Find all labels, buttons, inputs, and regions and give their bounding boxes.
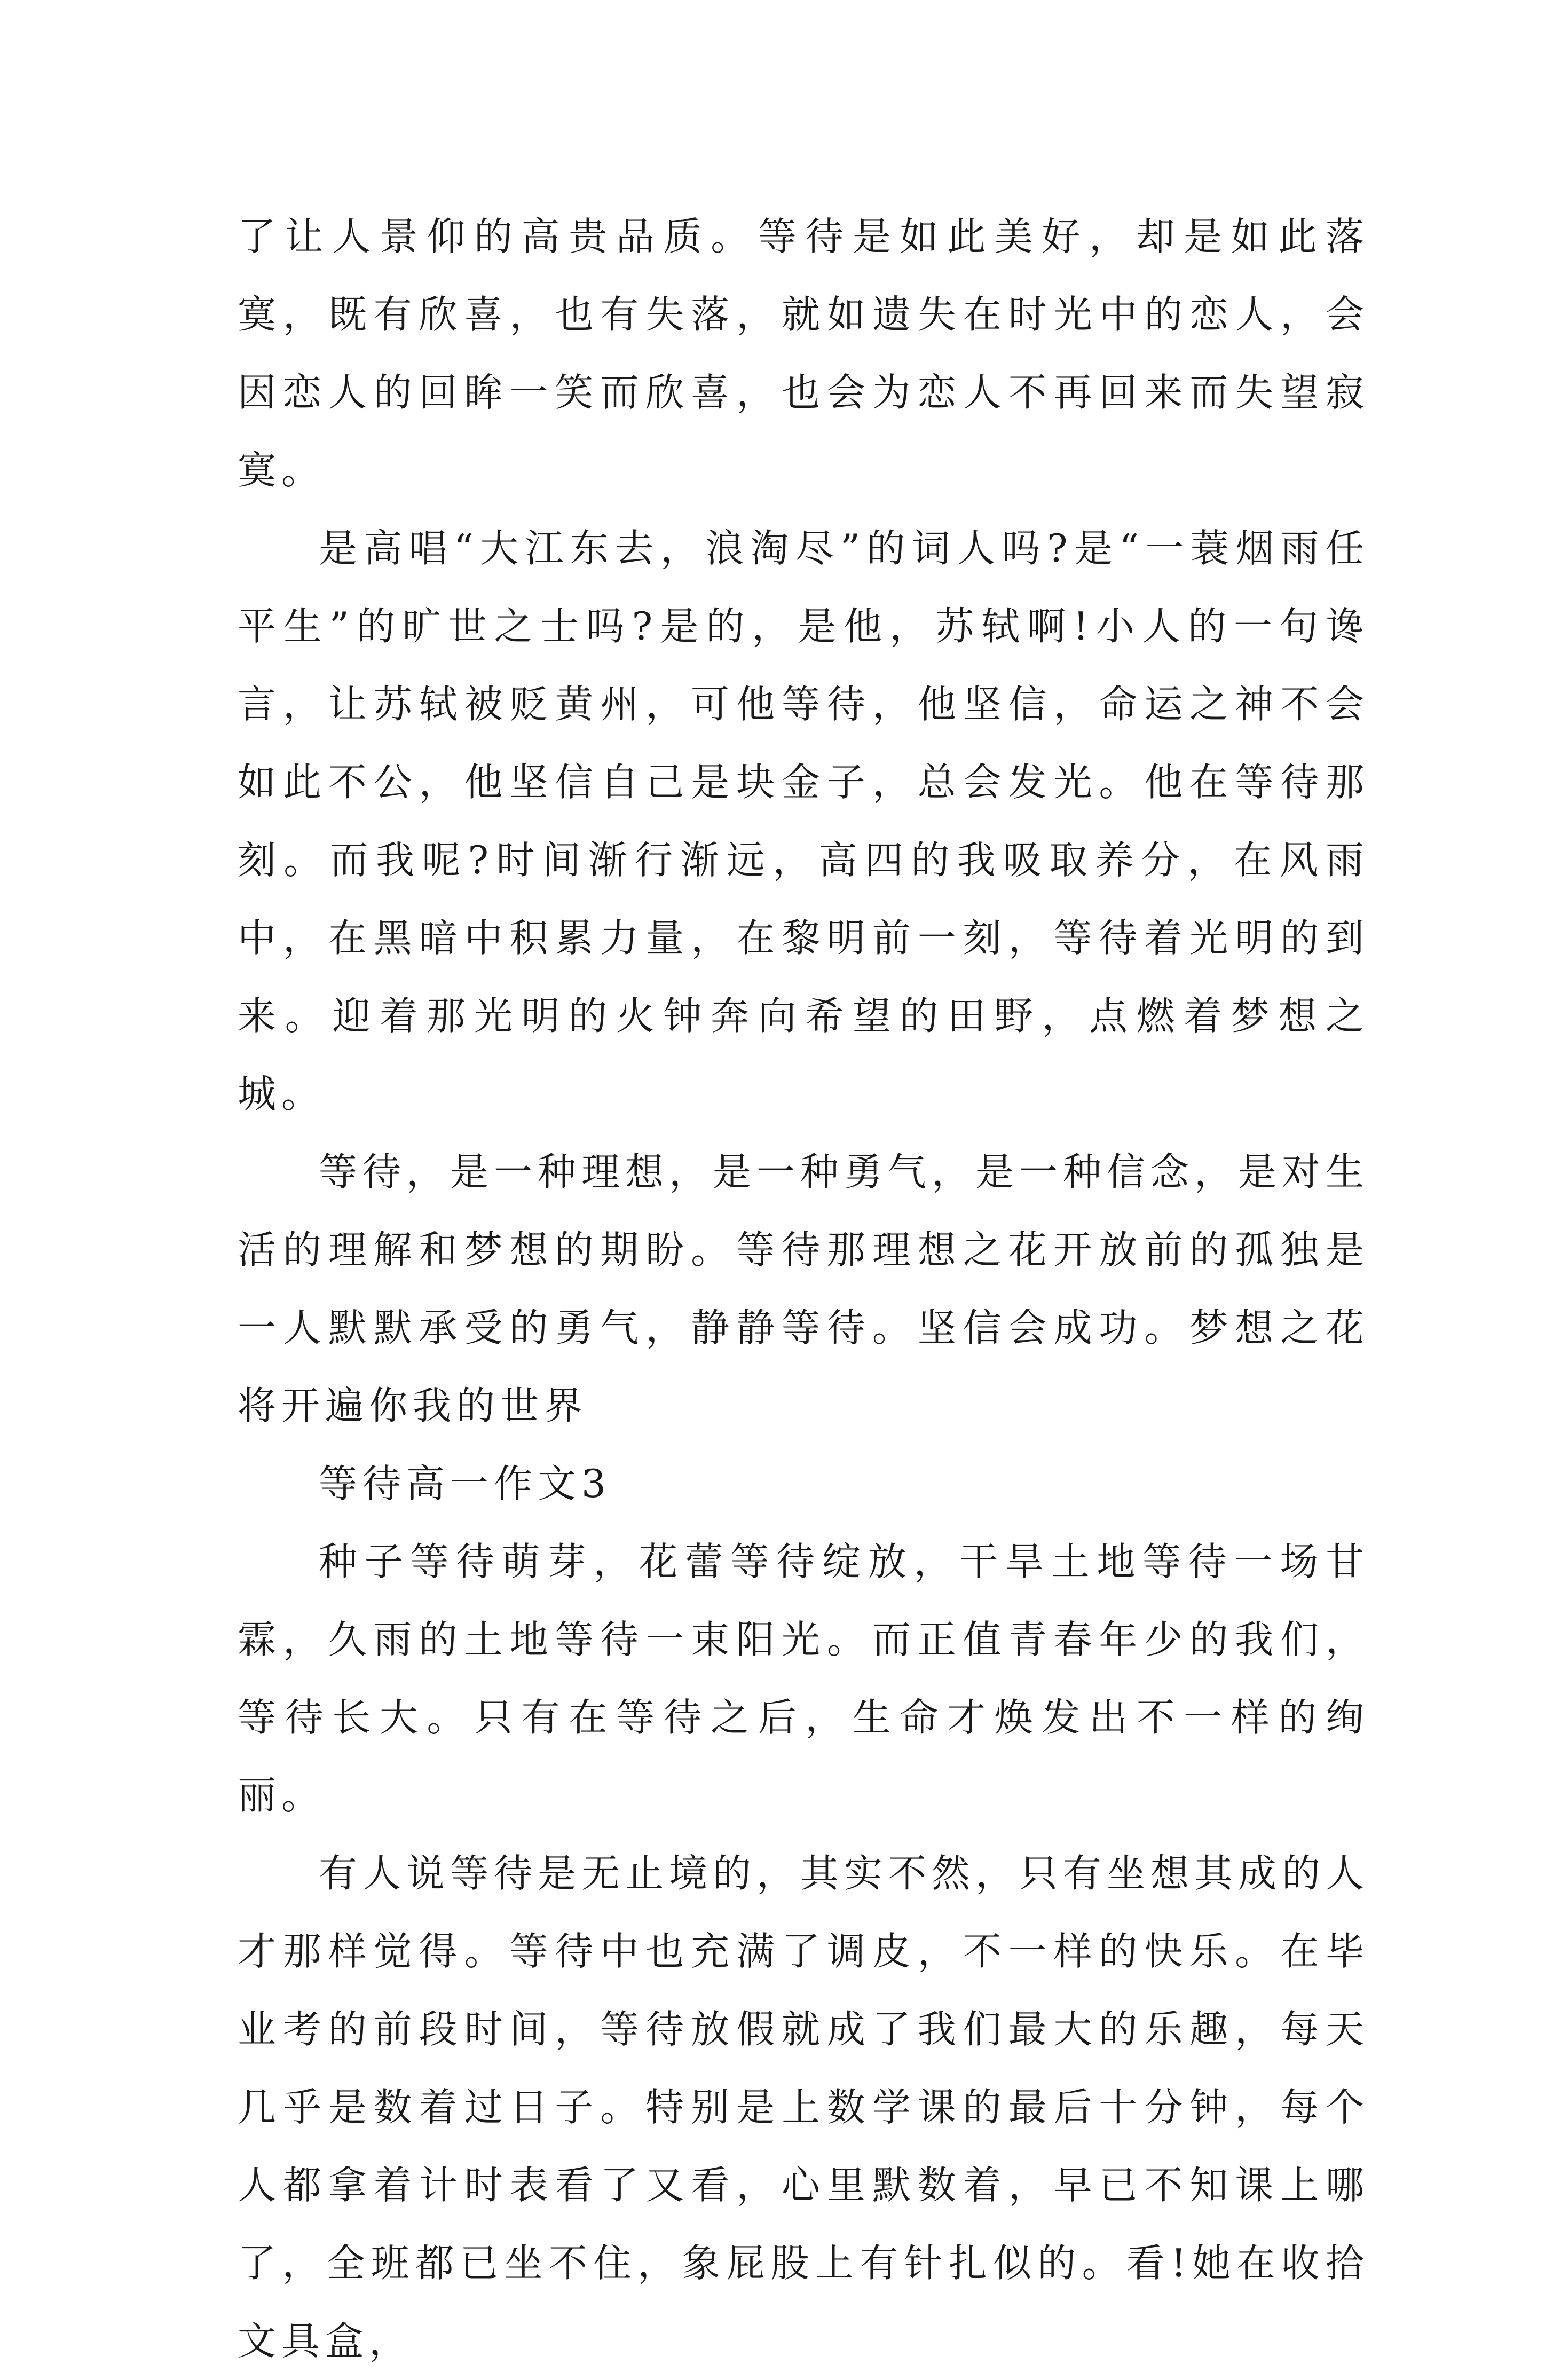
paragraph-waiting-ideal: 等待，是一种理想，是一种勇气，是一种信念，是对生活的理解和梦想的期盼。等待那理想之花开放前的孤独是一人默默承受的勇气，静静等待。坚信会成功。梦想之花将开遍你我的世界 [238,1149,1370,1428]
paragraph-continuation: 了让人景仰的高贵品质。等待是如此美好，却是如此落寞，既有欣喜，也有失落，就如遗失在时光中的恋人，会因恋人的回眸一笑而欣喜，也会为恋人不再回来而失望寂寞。 [238,214,1369,493]
document-body [238,198,1369,2380]
paragraph-seeds: 种子等待萌芽，花蕾等待绽放，干旱土地等待一场甘霖，久雨的土地等待一束阳光。而正值青春年少的我们，等待长大。只有在等待之后，生命才焕发出不一样的绚丽。 [238,1539,1369,1818]
paragraph-su-shi: 是高唱“大江东去，浪淘尽”的词人吗?是“一蓑烟雨任平生”的旷世之士吗?是的，是他，苏轼啊!小人的一句谗言，让苏轼被贬黄州，可他等待，他坚信，命运之神不会如此不公，他坚信自己是块金子，总会发光。他在等待那刻。而我呢?时间渐行渐远，高四的我吸取养分，在风雨中，在黑暗中积累力量，在黎明前一刻，等待着光明的到来。迎着那光明的火钟奔向希望的田野，点燃着梦想之城。 [238,526,1369,1116]
paragraph-graduation: 有人说等待是无止境的，其实不然，只有坐想其成的人才那样觉得。等待中也充满了调皮，不一样的快乐。在毕业考的前段时间，等待放假就成了我们最大的乐趣，每天几乎是数着过日子。特别是上数学课的最后十分钟，每个人都拿着计时表看了又看，心里默数着，早已不知课上哪了，全班都已坐不住，象屁股上有针扎似的。看!她在收拾文具盒， [238,1851,1370,2363]
section-heading: 等待高一作文3 [319,1461,611,1506]
